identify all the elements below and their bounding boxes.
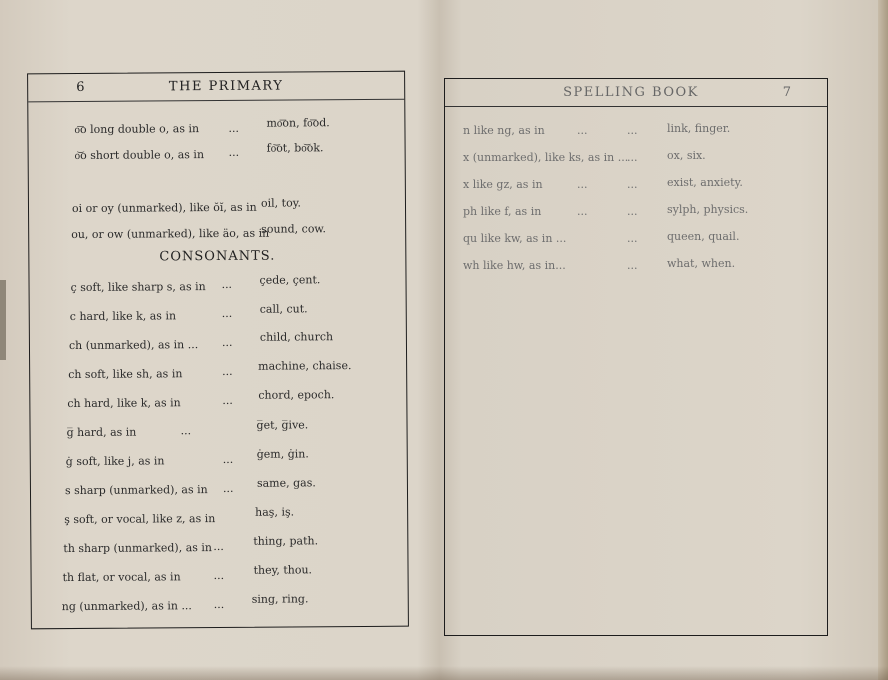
sound-description: x like gz, as in: [463, 178, 543, 191]
leader-dots: ...: [577, 124, 588, 137]
example-words: sing, ring.: [251, 592, 309, 606]
leader-dots: ...: [213, 539, 224, 554]
example-words: ġem, ġin.: [256, 447, 309, 461]
leader-dots: ...: [627, 178, 638, 191]
leader-dots: ...: [221, 306, 233, 320]
leader-dots: ...: [180, 424, 192, 438]
sound-description: th sharp (unmarked), as in: [63, 541, 213, 556]
running-head: THE PRIMARY: [168, 78, 284, 95]
running-head: SPELLING BOOK: [563, 85, 699, 100]
sound-description: x (unmarked), like ks, as in ...: [463, 151, 629, 164]
page-edge: [0, 280, 6, 360]
sound-description: oi or oy (unmarked), like ŏĭ, as in: [71, 200, 257, 216]
right-page-frame: [444, 78, 828, 636]
example-words: exist, anxiety.: [667, 176, 743, 189]
example-words: what, when.: [667, 257, 736, 270]
example-words: sylph, physics.: [667, 203, 749, 216]
example-words: sound, cow.: [261, 222, 327, 236]
example-words: chord, epoch.: [258, 388, 335, 402]
section-heading: CONSONANTS.: [159, 248, 276, 265]
sound-description: c hard, like k, as in: [69, 309, 177, 324]
example-words: queen, quail.: [667, 230, 740, 243]
leader-dots: ...: [222, 364, 233, 378]
example-words: same, gas.: [256, 476, 316, 490]
sound-description: g̅ hard, as in: [66, 425, 137, 440]
page-edge: [878, 0, 888, 680]
example-words: ox, six.: [667, 149, 706, 162]
sound-description: ç soft, like sharp s, as in: [70, 280, 206, 295]
example-words: g̅et, g̅ive.: [256, 418, 309, 432]
example-words: they, thou.: [253, 563, 313, 577]
leader-dots: ...: [222, 452, 234, 466]
right-page-header: [445, 79, 827, 107]
leader-dots: ...: [627, 205, 638, 218]
sound-description: wh like hw, as in...: [463, 259, 566, 272]
sound-description: ş soft, or vocal, like z, as in: [64, 512, 216, 527]
leader-dots: ...: [221, 335, 233, 349]
sound-description: ġ soft, like j, as in: [65, 454, 165, 469]
sound-description: qu like kw, as in ...: [463, 232, 567, 245]
example-words: haş, iş.: [255, 505, 295, 519]
example-words: fo͝ot, bo͝ok.: [266, 141, 324, 155]
leader-dots: ...: [627, 151, 638, 164]
leader-dots: ...: [222, 393, 233, 407]
example-words: machine, chaise.: [258, 359, 352, 373]
example-words: oil, toy.: [260, 196, 301, 210]
page-number: 7: [782, 85, 791, 100]
sound-description: ng (unmarked), as in ...: [61, 599, 192, 614]
leader-dots: ...: [213, 568, 225, 583]
leader-dots: ...: [221, 277, 233, 291]
example-words: child, church: [259, 330, 334, 344]
leader-dots: ...: [627, 232, 638, 245]
left-page-frame: [27, 71, 409, 630]
sound-description: s sharp (unmarked), as in: [64, 483, 208, 498]
binding-shadow: [0, 666, 888, 680]
sound-description: ph like f, as in: [463, 205, 542, 218]
example-words: mo͞on, fo͞od.: [266, 116, 330, 130]
leader-dots: ...: [577, 178, 588, 191]
leader-dots: ...: [627, 124, 638, 137]
example-words: link, finger.: [667, 122, 731, 135]
sound-description: o͞o long double o, as in: [74, 122, 200, 136]
leader-dots: ...: [228, 121, 239, 135]
page-number: 6: [76, 79, 85, 95]
leader-dots: ...: [627, 259, 638, 272]
sound-description: th flat, or vocal, as in: [62, 570, 181, 585]
sound-description: n like ng, as in: [463, 124, 545, 137]
leader-dots: ...: [228, 145, 240, 159]
sound-description: ch (unmarked), as in ...: [68, 338, 199, 353]
example-words: call, cut.: [259, 302, 308, 316]
leader-dots: ...: [213, 597, 225, 612]
leader-dots: ...: [577, 205, 588, 218]
example-words: çede, çent.: [259, 273, 321, 287]
leader-dots: ...: [222, 481, 234, 495]
sound-description: ch hard, like k, as in: [67, 396, 181, 411]
example-words: thing, path.: [253, 534, 319, 548]
left-page-header: [28, 72, 404, 103]
sound-description: o͝o short double o, as in: [74, 148, 205, 162]
sound-description: ch soft, like sh, as in: [68, 367, 183, 382]
sound-description: ou, or ow (unmarked), like äo, as in: [71, 226, 270, 242]
